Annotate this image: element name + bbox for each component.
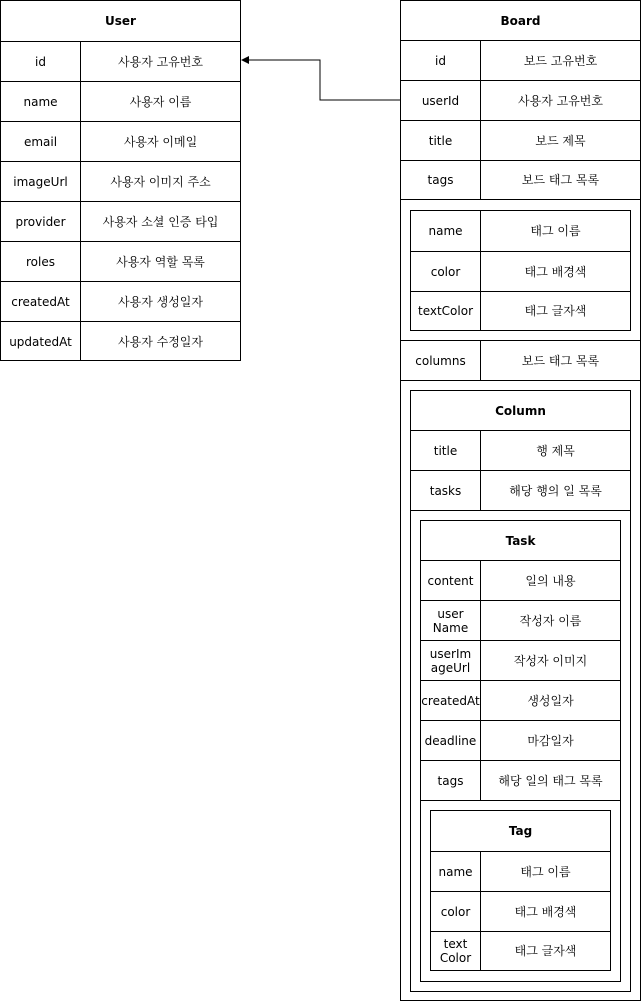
- field-description: 태그 배경색: [514, 904, 577, 919]
- field-description: 태그 글자색: [514, 944, 577, 958]
- column-entity-title: Column: [495, 403, 546, 418]
- field-name: content: [421, 561, 481, 600]
- task-entity-title: Task: [505, 533, 536, 548]
- field-name: color: [411, 252, 481, 291]
- user-entity-title: User: [105, 14, 136, 28]
- field-name: name: [411, 211, 481, 251]
- field-description: 태그 배경색: [524, 264, 587, 279]
- field-description: 보드 고유번호: [523, 53, 598, 68]
- field-description: 작성자 이미지: [513, 653, 588, 668]
- field-description: 보드 제목: [535, 133, 586, 148]
- field-description: 사용자 고유번호: [518, 93, 603, 108]
- field-description: 작성자 이름: [519, 613, 582, 628]
- field-name: user Name: [421, 601, 481, 640]
- field-description: 태그 이름: [520, 864, 571, 879]
- field-description: 생성일자: [527, 693, 574, 708]
- field-name: createdAt: [421, 681, 481, 720]
- field-name: userId: [401, 81, 481, 120]
- field-name: provider: [1, 202, 81, 241]
- field-description: 사용자 소셜 인증 타입: [102, 214, 219, 229]
- field-name: email: [1, 122, 81, 161]
- field-name: columns: [401, 341, 481, 380]
- field-name: name: [431, 852, 481, 891]
- field-name: tags: [421, 761, 481, 800]
- field-description: 일의 내용: [525, 573, 576, 588]
- field-description: 보드 태그 목록: [521, 173, 600, 187]
- field-description: 사용자 고유번호: [118, 54, 203, 69]
- field-description: 태그 글자색: [524, 304, 587, 318]
- field-description: 사용자 이메일: [123, 134, 198, 149]
- field-name: userIm ageUrl: [421, 641, 481, 680]
- field-name: name: [1, 82, 81, 121]
- field-name: title: [401, 121, 481, 160]
- field-name: title: [411, 431, 481, 470]
- field-name: text Color: [431, 932, 481, 970]
- field-name: imageUrl: [1, 162, 81, 201]
- field-description: 사용자 역할 목록: [116, 254, 205, 269]
- field-description: 사용자 이름: [129, 94, 192, 109]
- field-name: color: [431, 892, 481, 931]
- field-description: 행 제목: [536, 443, 575, 458]
- field-name: createdAt: [1, 282, 81, 321]
- field-description: 해당 일의 태그 목록: [498, 773, 603, 788]
- field-description: 보드 태그 목록: [521, 353, 600, 368]
- field-name: tags: [401, 161, 481, 199]
- field-description: 마감일자: [527, 733, 574, 748]
- field-name: tasks: [411, 471, 481, 510]
- field-description: 사용자 수정일자: [118, 334, 203, 349]
- field-name: id: [1, 42, 81, 81]
- field-name: textColor: [411, 292, 481, 330]
- field-name: roles: [1, 242, 81, 281]
- tag-entity-title: Tag: [508, 824, 533, 838]
- board-entity-title: Board: [500, 13, 541, 28]
- field-description: 사용자 생성일자: [118, 294, 203, 309]
- field-name: updatedAt: [1, 322, 81, 361]
- field-description: 해당 행의 일 목록: [509, 483, 602, 498]
- field-description: 태그 이름: [530, 224, 581, 238]
- connector-line: [248, 60, 400, 100]
- field-name: deadline: [421, 721, 481, 760]
- field-description: 사용자 이미지 주소: [110, 174, 211, 189]
- arrowhead-icon: [241, 56, 249, 64]
- field-name: id: [401, 41, 481, 80]
